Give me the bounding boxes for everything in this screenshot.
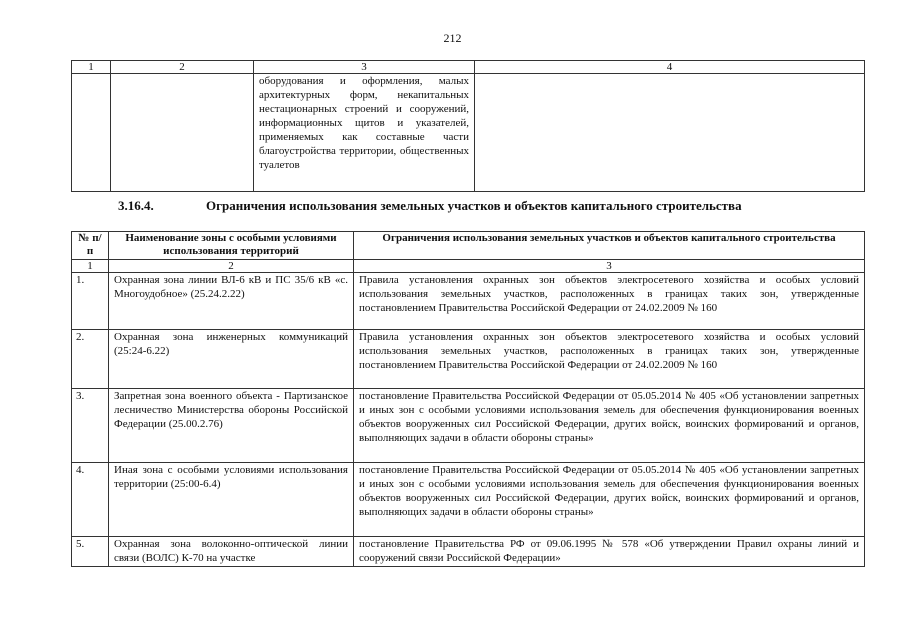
column-index: 2 (111, 61, 254, 74)
section-title: Ограничения использования земельных участков и объектов капитального строительства (206, 198, 742, 213)
table-cell (72, 74, 111, 192)
table-header-row (72, 61, 865, 74)
table-row (72, 537, 865, 567)
column-index: 1 (72, 260, 109, 273)
table-cell-text: оборудования и оформления, малых архитектурных форм, некапитальных нестационарных строений и сооружений, информационных щитов и указателей, применяемых как составные части благоустройства территории, общественных туалетов (254, 74, 475, 192)
zone-limits: постановление Правительства РФ от 09.06.1995 № 578 «Об утверждении Правил охраны линий и сооружений связи Российской Федерации» (354, 537, 865, 567)
header-zone: Наименование зоны с особыми условиями использования территорий (109, 232, 354, 260)
zone-limits: Правила установления охранных зон объектов электросетевого хозяйства и особых условий использования земельных участков, расположенных в границах таких зон, утвержденные постановлением Правительства Российской Федерации от 24.02.2009 № 160 (354, 330, 865, 389)
restrictions-table (71, 231, 865, 567)
zone-limits: Правила установления охранных зон объектов электросетевого хозяйства и особых условий использования земельных участков, расположенных в границах таких зон, утвержденные постановлением Правительства Российской Федерации от 24.02.2009 № 160 (354, 273, 865, 330)
zone-name: Иная зона с особыми условиями использования территории (25:00-6.4) (109, 463, 354, 537)
table-row (72, 74, 865, 192)
header-num: № п/п (72, 232, 109, 260)
table-row (72, 463, 865, 537)
column-index: 1 (72, 61, 111, 74)
table-header-row (72, 232, 865, 260)
zone-name: Охранная зона инженерных коммуникаций (25:24-6.22) (109, 330, 354, 389)
table-row (72, 273, 865, 330)
zone-name: Охранная зона волоконно-оптической линии связи (ВОЛС) К-70 на участке (109, 537, 354, 567)
column-index: 3 (354, 260, 865, 273)
row-number: 2. (72, 330, 109, 389)
section-heading (118, 198, 742, 214)
section-number: 3.16.4. (118, 198, 154, 213)
header-limits: Ограничения использования земельных участков и объектов капитального строительства (354, 232, 865, 260)
row-number: 3. (72, 389, 109, 463)
zone-name: Запретная зона военного объекта - Партизанское лесничество Министерства обороны Российской Федерации (25.00.2.76) (109, 389, 354, 463)
row-number: 1. (72, 273, 109, 330)
zone-limits: постановление Правительства Российской Федерации от 05.05.2014 № 405 «Об установлении запретных и иных зон с особыми условиями использования земель для обеспечения функционирования военных объектов вооруженных сил Российской Федерации, других войск, воинских формирований и органов, выполняющих задачи в области обороны страны» (354, 463, 865, 537)
column-index: 4 (475, 61, 865, 74)
continuation-table (71, 60, 865, 192)
row-number: 4. (72, 463, 109, 537)
column-index: 3 (254, 61, 475, 74)
table-row (72, 330, 865, 389)
table-cell (475, 74, 865, 192)
column-index: 2 (109, 260, 354, 273)
zone-name: Охранная зона линии ВЛ-6 кВ и ПС 35/6 кВ «с. Многоудобное» (25.24.2.22) (109, 273, 354, 330)
page-number: 212 (443, 31, 462, 45)
table-cell (111, 74, 254, 192)
table-index-row (72, 260, 865, 273)
zone-limits: постановление Правительства Российской Федерации от 05.05.2014 № 405 «Об установлении запретных и иных зон с особыми условиями использования земель для обеспечения функционирования военных объектов вооруженных сил Российской Федерации, других войск, воинских формирований и органов, выполняющих задачи в области обороны страны» (354, 389, 865, 463)
table-row (72, 389, 865, 463)
row-number: 5. (72, 537, 109, 567)
